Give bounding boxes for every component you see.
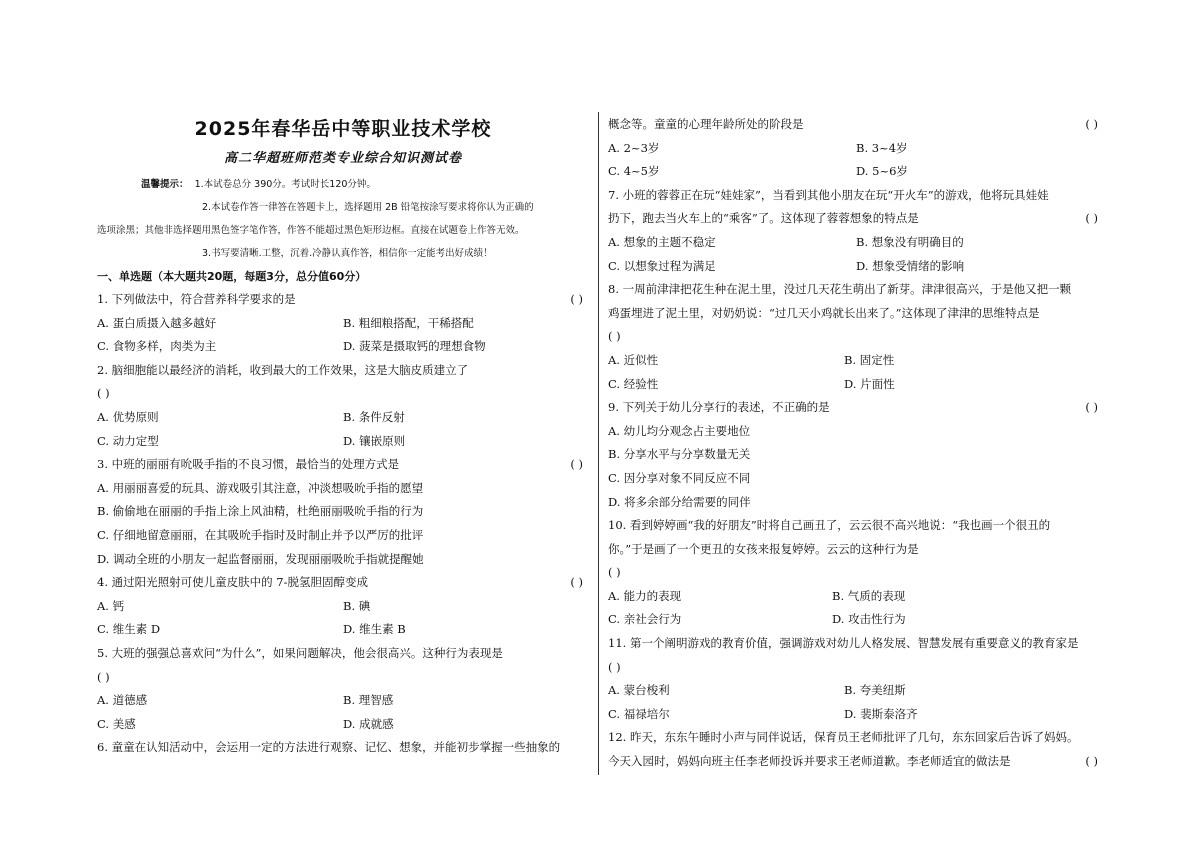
question-12-stem-line-2 [608,750,1104,774]
question-8-stem-line-2: 鸡蛋埋进了泥土里，对奶奶说：“过几天小鸡就长出来了。”这体现了津津的思维特点是 [608,305,1040,320]
notice-item-1: 1.本试卷总分 390分。考试时长120分钟。 [194,179,376,190]
question-2-options-row-2 [97,430,589,454]
question-6-stem-line-2 [608,113,1104,137]
notice-item-3: 3.书写要清晰.工整，沉着.冷静认真作答，相信你一定能考出好成绩！ [202,248,493,259]
question-5-option-d: D. 成就感 [343,716,394,731]
question-6-option-b: B. 3~4岁 [856,140,908,155]
answer-parenthesis: ( ) [608,565,621,580]
exam-title: 高二华超班师范类专业综合知识测试卷 [223,151,462,166]
question-9-option-a: A. 幼儿均分观念占主要地位 [608,423,751,438]
question-9-option-c: C. 因分享对象不同反应不同 [608,470,751,485]
left-column [97,113,589,760]
question-5-stem: 5. 大班的强强总喜欢问“为什么”，如果问题解决，他会很高兴。这种行为表现是 [97,645,503,660]
question-11-options-row-2 [608,703,1104,727]
question-6-option-c: C. 4~5岁 [608,164,660,179]
question-2-option-b: B. 条件反射 [343,409,405,424]
question-8-option-a: A. 近似性 [608,352,659,367]
question-12-text: 今天入园时，妈妈向班主任李老师投诉并要求王老师道歉。李老师适宜的做法是 [608,754,1011,769]
question-10-stem-line-2: 你。”于是画了一个更丑的女孩来报复婷婷。云云的这种行为是 [608,541,919,556]
question-1-option-d: D. 菠菜是摄取钙的理想食物 [343,339,486,354]
column-divider [598,112,599,775]
question-5-option-c: C. 美感 [97,716,136,731]
question-4-options-row-2 [97,618,589,642]
question-7-text: 扔下，跑去当火车上的“乘客”了。这体现了蓉蓉想象的特点是 [608,211,919,226]
question-8-option-d: D. 片面性 [844,376,895,391]
question-7-option-d: D. 想象受情绪的影响 [856,258,965,273]
question-8-option-c: C. 经验性 [608,376,659,391]
question-7-option-c: C. 以想象过程为满足 [608,258,716,273]
question-1-option-c: C. 食物多样，肉类为主 [97,339,217,354]
question-7-options-row-2 [608,255,1104,279]
answer-parenthesis: ( ) [570,457,583,472]
answer-parenthesis: ( ) [1085,117,1098,131]
question-8-options-row-1 [608,349,1104,373]
question-3-option-b: B. 偷偷地在丽丽的手指上涂上风油精，杜绝丽丽吸吮手指的行为 [97,504,424,519]
question-3-option-d: D. 调动全班的小朋友一起监督丽丽，发现丽丽吸吮手指就提醒她 [97,551,424,566]
question-9-text: 9. 下列关于幼儿分享行的表述，不正确的是 [608,400,830,415]
question-4-option-d: D. 维生素 B [343,622,406,637]
answer-parenthesis: ( ) [608,659,621,674]
question-3-stem [97,453,589,477]
question-8-stem-line-1: 8. 一周前津津把花生种在泥土里，没过几天花生萌出了新芽。津津很高兴，于是他又把一颗 [608,282,1072,297]
question-5-options-row-2 [97,713,589,737]
question-5-options-row-1 [97,689,589,713]
question-4-text: 4. 通过阳光照射可使儿童皮肤中的 7-脱氢胆固醇变成 [97,575,368,590]
question-4-option-c: C. 维生素 D [97,622,161,637]
question-4-option-b: B. 碘 [343,598,371,613]
answer-parenthesis: ( ) [1085,400,1098,415]
question-2-option-c: C. 动力定型 [97,433,159,448]
question-11-option-b: B. 夸美纽斯 [844,683,906,698]
question-10-option-d: D. 攻击性行为 [832,612,906,627]
answer-parenthesis: ( ) [570,292,583,306]
question-1-option-a: A. 蛋白质摄入越多越好 [97,315,217,330]
question-2-option-a: A. 优势原则 [97,409,159,424]
question-8-options-row-2 [608,373,1104,397]
question-11-option-c: C. 福禄培尔 [608,706,670,721]
question-1-options-row-1 [97,312,589,336]
question-5-option-b: B. 理智感 [343,693,394,708]
question-7-stem-line-1: 7. 小班的蓉蓉正在玩“娃娃家”，当看到其他小朋友在玩“开火车”的游戏，他将玩具娃娃 [608,187,1049,202]
question-6-text: 概念等。童童的心理年龄所处的阶段是 [608,117,804,131]
question-10-option-b: B. 气质的表现 [832,588,906,603]
question-2-option-d: D. 镶嵌原则 [343,433,406,448]
right-column [608,113,1104,774]
answer-parenthesis: ( ) [608,329,621,344]
question-7-option-b: B. 想象没有明确目的 [856,234,964,249]
question-10-option-a: A. 能力的表现 [608,588,682,603]
question-7-option-a: A. 想象的主题不稳定 [608,234,716,249]
notice-item-2b: 选项涂黑；其他非选择题用黑色签字笔作答，作答不能超过黑色矩形边框。直接在试题卷上作答无效。 [97,225,525,236]
question-11-option-a: A. 蒙台梭利 [608,683,670,698]
question-9-option-d: D. 将多余部分给需要的同伴 [608,494,751,509]
question-6-stem-line-1: 6. 童童在认知活动中，会运用一定的方法进行观察、记忆、想象，并能初步掌握一些抽象的 [97,740,561,755]
section-heading: 一、单选题（本大题共20题，每题3分，总分值60分） [97,270,367,283]
question-6-options-row-1 [608,137,1104,161]
question-1-text: 1. 下列做法中，符合营养科学要求的是 [97,292,296,306]
question-6-option-d: D. 5~6岁 [856,164,908,179]
answer-parenthesis: ( ) [570,575,583,590]
question-5-option-a: A. 道德感 [97,693,148,708]
answer-parenthesis: ( ) [97,669,110,684]
notice-block [97,173,589,265]
notice-item-2a: 2.本试卷作答一律答在答题卡上，选择题用 2B 铅笔按涂写要求将你认为正确的 [202,202,534,213]
question-11-stem: 11. 第一个阐明游戏的教育价值，强调游戏对幼儿人格发展、智慧发展有重要意义的教育家是 [608,636,1079,651]
answer-parenthesis: ( ) [97,386,110,401]
question-6-option-a: A. 2~3岁 [608,140,660,155]
question-6-options-row-2 [608,160,1104,184]
question-11-options-row-1 [608,679,1104,703]
question-7-stem-line-2 [608,207,1104,231]
question-9-stem [608,396,1104,420]
question-10-option-c: C. 亲社会行为 [608,612,682,627]
question-10-stem-line-1: 10. 看到婷婷画“我的好朋友”时将自己画丑了，云云很不高兴地说：“我也画一个很丑的 [608,518,1051,533]
question-1-stem [97,288,589,312]
question-10-options-row-2 [608,608,1104,632]
answer-parenthesis: ( ) [1085,211,1098,226]
notice-label: 温馨提示： [141,179,189,190]
question-2-stem: 2. 脑细胞能以最经济的消耗，收到最大的工作效果，这是大脑皮质建立了 [97,362,469,377]
question-11-option-d: D. 裴斯泰洛齐 [844,706,918,721]
question-8-option-b: B. 固定性 [844,352,895,367]
school-title: 2025年春华岳中等职业技术学校 [194,118,492,140]
question-3-option-a: A. 用丽丽喜爱的玩具、游戏吸引其注意，冲淡想吸吮手指的愿望 [97,480,424,495]
question-3-option-c: C. 仔细地留意丽丽，在其吸吮手指时及时制止并予以严厉的批评 [97,527,424,542]
question-4-stem [97,571,589,595]
question-3-text: 3. 中班的丽丽有吮吸手指的不良习惯，最恰当的处理方式是 [97,457,400,472]
question-4-options-row-1 [97,595,589,619]
question-12-stem-line-1: 12. 昨天，东东午睡时小声与同伴说话，保育员王老师批评了几句，东东回家后告诉了妈妈。 [608,730,1079,745]
question-1-options-row-2 [97,335,589,359]
question-1-option-b: B. 粗细粮搭配，干稀搭配 [343,315,474,330]
answer-parenthesis: ( ) [1085,754,1098,769]
question-7-options-row-1 [608,231,1104,255]
question-4-option-a: A. 钙 [97,598,125,613]
question-9-option-b: B. 分享水平与分享数量无关 [608,447,751,462]
notice-line-1 [97,173,589,196]
question-2-options-row-1 [97,406,589,430]
question-10-options-row-1 [608,585,1104,609]
